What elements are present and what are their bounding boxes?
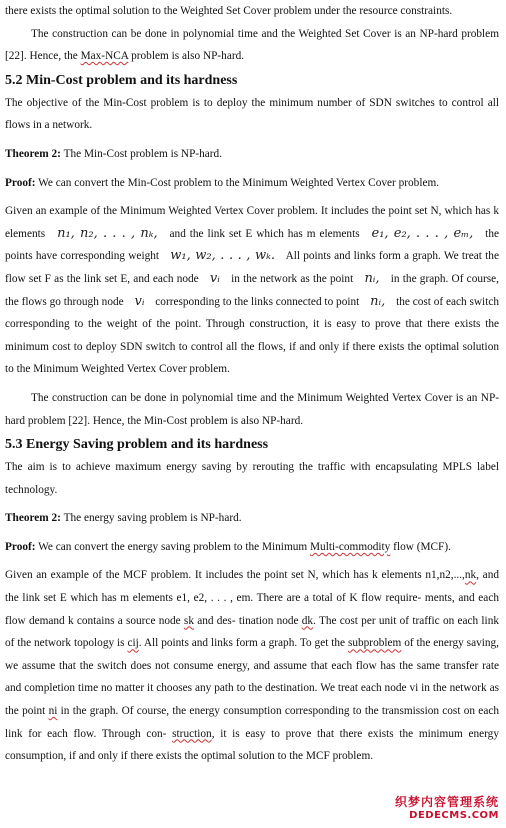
math-ni: nᵢ, — [364, 270, 380, 286]
proof-energy: Proof: We can convert the energy saving problem to the Minimum Multi-commodity flow (MCF). — [5, 540, 451, 553]
energy-aim: The aim is to achieve maximum energy saving by rerouting the traffic with encapsulating MPLS label technology. — [5, 461, 499, 496]
section-5-3-heading: 5.3 Energy Saving problem and its hardness — [5, 437, 269, 453]
vertex-cover-example: Given an example of the Minimum Weighted Vertex Cover problem. It includes the point set N, which has k elements n₁, n₂, . . . , nₖ, and the link set E which has m elements e₁, e₂, . . . , eₘ, the points have corresponding weight w₁, w₂, . . . , wₖ. All points and links form a graph. We treat the flow set F as the link set E, and each node vᵢ in the network as the point nᵢ, in the graph. Of course, the flows go through node vᵢ corresponding to the links connected to point nᵢ, the cost of each switch corresponding to the weight of the point. Through construction, it is easy to prove that there exists the minimum cost to deploy SDN switch to control all the flows, if and only if there exists the optimal solution to the Minimum Weighted Vertex Cover problem. — [5, 205, 499, 376]
math-vi-2: vᵢ — [134, 293, 145, 309]
section-5-2-heading: 5.2 Min-Cost problem and its hardness — [5, 72, 238, 88]
math-ni-2: nᵢ, — [370, 293, 386, 309]
intro-paragraph-2: The construction can be done in polynomial time and the Weighted Set Cover is an NP-hard problem [22]. Hence, the Max-NCA problem is also NP-hard. — [5, 27, 499, 63]
intro-paragraph-1: there exists the optimal solution to the Weighted Set Cover problem under the resource constraints. — [5, 5, 453, 17]
theorem-2-min-cost: Theorem 2: The Min-Cost problem is NP-hard. — [5, 147, 223, 160]
min-cost-construction: The construction can be done in polynomial time and the Minimum Weighted Vertex Cover is an NP-hard problem [22]. Hence, the Min-Cost problem is also NP-hard. — [5, 391, 499, 427]
min-cost-objective: The objective of the Min-Cost problem is to deploy the minimum number of SDN switches to control all flows in a network. — [5, 96, 499, 132]
mcf-example: Given an example of the MCF problem. It includes the point set N, which has k elements n1,n2,...,nk, and the link set E which has m elements e1, e2, . . . , em. There are a total of K flow require- ments, and each flow demand k contains a source node sk and des- tination node dk. The cost per unit of traffic on each link of the network topology is cij. All points and links form a graph. To get the subproblem of the energy saving, we assume that the switch does not consume energy, and assume that each flow has the same transfer rate and completion time no matter it chooses any path to the destination. We treat each node vi in the network as the point ni in the graph. Of course, the energy consumption corresponding to the transmission cost on each link for each flow. Through con- struction, it is easy to prove that there exists the minimum energy consumption, if and only if there exists the optimal solution to the MCF problem. — [5, 569, 500, 763]
math-weights: w₁, w₂, . . . , wₖ. — [170, 248, 275, 264]
proof-min-cost: Proof: We can convert the Min-Cost problem to the Minimum Weighted Vertex Cover problem. — [5, 176, 440, 189]
math-links: e₁, e₂, . . . , eₘ, — [371, 225, 474, 241]
theorem-2-energy: Theorem 2: The energy saving problem is NP-hard. — [5, 512, 242, 525]
paper-page — [5, 0, 499, 768]
math-nodes: n₁, n₂, . . . , nₖ, — [57, 225, 158, 241]
dedecms-watermark: 织梦内容管理系统 DEDECMS.COM — [392, 794, 502, 824]
math-vi: vᵢ — [209, 270, 220, 286]
